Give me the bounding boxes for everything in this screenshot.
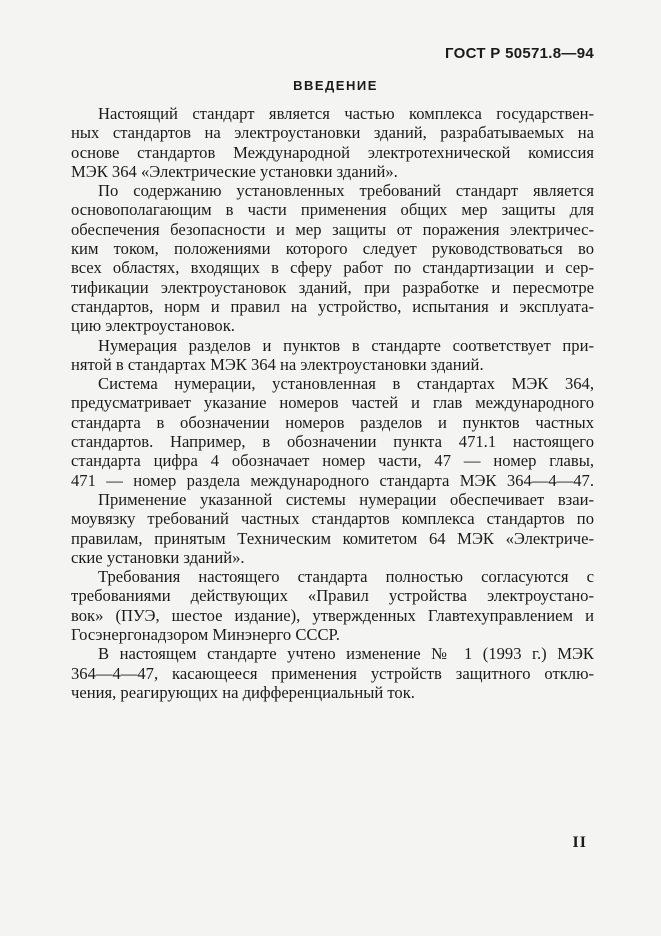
text-line: цию электроустановок. (71, 316, 235, 336)
paragraph (71, 374, 594, 490)
paragraph (71, 567, 594, 645)
text-line: 471 — номер раздела международного стандарта МЭК 364—4—47. (71, 470, 594, 490)
paragraph (71, 104, 594, 181)
text-line: чения, реагирующих на дифференциальный ток. (71, 682, 415, 702)
text-line: стандарта в обозначении номеров разделов и пунктов частных (71, 412, 594, 432)
text-line: стандартов. Например, в обозначении пункта 471.1 настоящего (71, 432, 594, 452)
text-line: основополагающим в части применения общих мер защиты для (71, 200, 594, 220)
paragraph (71, 181, 594, 336)
text-line: ские установки зданий». (71, 547, 245, 567)
text-line: По содержанию установленных требований стандарт является (98, 181, 594, 201)
paragraph (71, 335, 594, 375)
text-line: ким током, положениями которого следует руководствоваться во (71, 239, 594, 259)
standard-code: ГОСТ Р 50571.8—94 (445, 45, 594, 62)
page-number: II (572, 834, 587, 851)
text-line: правилам, принятым Техническим комитетом 64 МЭК «Электриче- (71, 528, 594, 548)
text-line: предусматривает указание номеров частей и глав международного (71, 393, 594, 413)
text-line: Настоящий стандарт является частью комплекса государствен- (98, 104, 594, 123)
text-line: тификации электроустановок зданий, при разработке и пересмотре (71, 277, 594, 297)
paragraph (71, 489, 594, 567)
text-line: Нумерация разделов и пунктов в стандарте соответствует при- (98, 335, 594, 355)
text-line: нятой в стандартах МЭК 364 на электроустановки зданий. (71, 354, 484, 374)
text-line: стандарта цифра 4 обозначает номер части, 47 — номер главы, (71, 451, 594, 471)
text-line: В настоящем стандарте учтено изменение № 1 (1993 г.) МЭК (98, 644, 594, 664)
text-line: основе стандартов Международной электротехнической комиссия (71, 142, 594, 162)
text-line: всех областях, входящих в сферу работ по стандартизации и сер- (71, 258, 594, 278)
paragraph (71, 644, 594, 702)
text-line: стандартов, норм и правил на устройство, испытания и эксплуата- (71, 296, 594, 316)
text-line: Требования настоящего стандарта полностью согласуются с (98, 567, 594, 587)
text-line: Госэнергонадзором Минэнерго СССР. (71, 625, 340, 645)
section-title: ВВЕДЕНИЕ (293, 78, 378, 93)
text-line: ных стандартов на электроустановки зданий, разрабатываемых на (71, 123, 594, 143)
text-line: вок» (ПУЭ, шестое издание), утвержденных Главтехуправлением и (71, 605, 594, 625)
text-line: обеспечения безопасности и мер защиты от поражения электричес- (71, 219, 594, 239)
body-text (71, 104, 594, 702)
text-line: МЭК 364 «Электрические установки зданий». (71, 161, 398, 181)
text-line: Применение указанной системы нумерации обеспечивает взаи- (98, 489, 594, 509)
text-line: 364—4—47, касающееся применения устройств защитного отклю- (71, 663, 594, 683)
text-line: Система нумерации, установленная в стандартах МЭК 364, (98, 374, 594, 394)
text-line: требованиями действующих «Правил устройства электроустано- (71, 586, 594, 606)
text-line: моувязку требований частных стандартов комплекса стандартов по (71, 509, 594, 529)
